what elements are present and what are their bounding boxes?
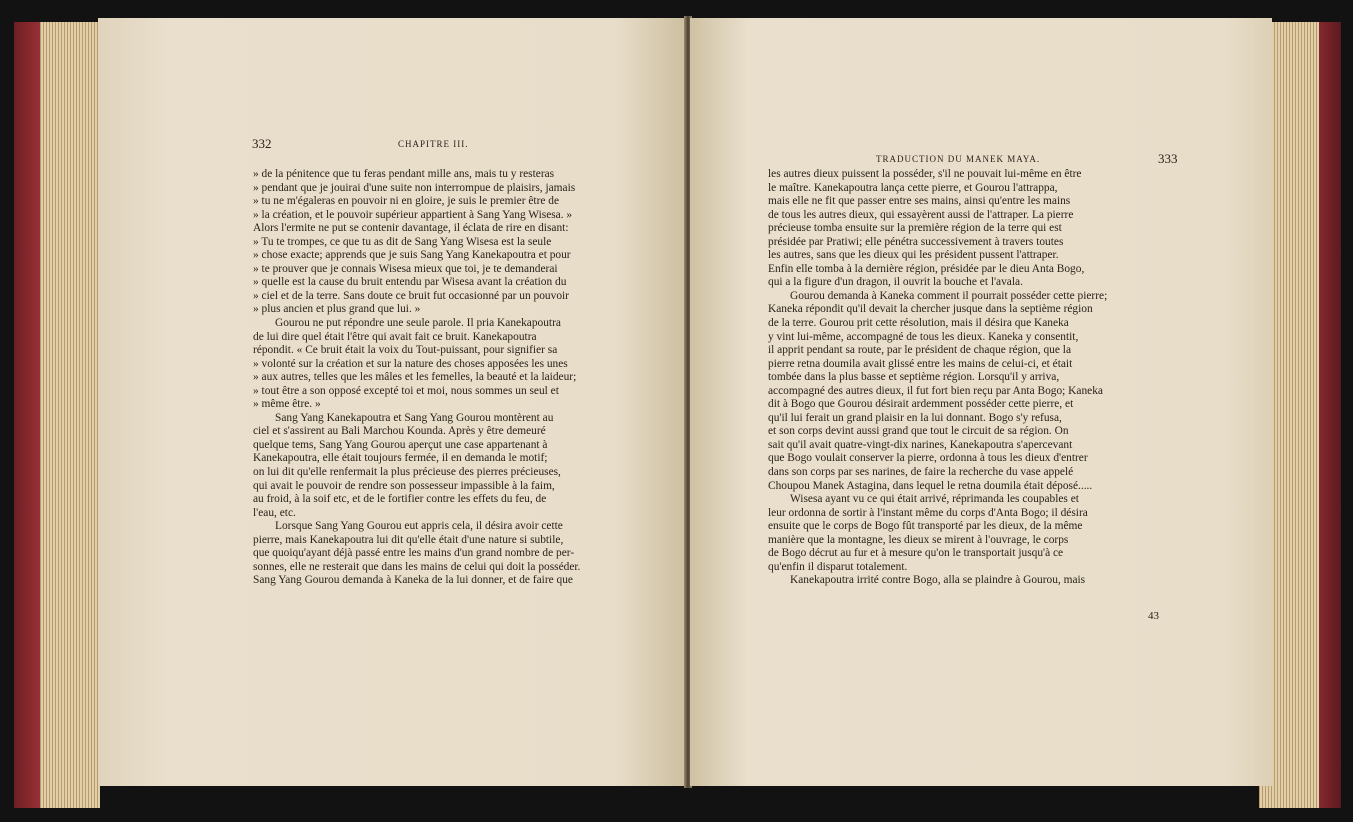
text-line: sonnes, elle ne resterait que dans les mains de celui qui doit la posséder. (253, 560, 581, 573)
text-line: » volonté sur la création et sur la nature des choses apposées les unes (253, 357, 568, 370)
text-line: que Bogo voulait conserver la pierre, ordonna à tous les dieux d'entrer (768, 452, 1088, 465)
text-line: Sang Yang Gourou demanda à Kaneka de la lui donner, et de faire que (253, 574, 573, 587)
text-line: Enfin elle tomba à la dernière région, présidée par le dieu Anta Bogo, (768, 262, 1085, 275)
body-text (768, 168, 1180, 588)
text-line: quelque tems, Sang Yang Gourou aperçut une case appartenant à (253, 438, 548, 451)
text-line: Alors l'ermite ne put se contenir davantage, il éclata de rire en disant: (253, 222, 569, 235)
page-number: 332 (252, 136, 272, 151)
page-number: 333 (1158, 151, 1178, 166)
text-line: on lui dit qu'elle renfermait la plus précieuse des pierres précieuses, (253, 466, 561, 479)
text-line: » la création, et le pouvoir supérieur appartient à Sang Yang Wisesa. » (253, 208, 573, 221)
signature-mark: 43 (1148, 610, 1159, 622)
text-line: il apprit pendant sa route, par le président de chaque région, que la (768, 344, 1072, 357)
text-line: » plus ancien et plus grand que lui. » (253, 303, 421, 316)
text-line: qui avait le pouvoir de rendre son possesseur impassible à la faim, (253, 479, 555, 492)
text-line: de tous les autres dieux, qui essayèrent aussi de l'attraper. La pierre (768, 208, 1074, 221)
text-line: » chose exacte; apprends que je suis Sang Yang Kanekapoutra et pour (253, 249, 571, 262)
text-line: » de la pénitence que tu feras pendant mille ans, mais tu y resteras (253, 168, 555, 180)
text-line: pierre, mais Kanekapoutra lui dit qu'elle était d'une nature si subtile, (253, 533, 564, 546)
text-line: tombée dans la plus basse et septième région. Lorsqu'il y arriva, (768, 371, 1060, 384)
text-line: sait qu'il avait quatre-vingt-dix narines, Kanekapoutra s'apercevant (768, 438, 1073, 451)
text-line: leur ordonna de sortir à l'instant même du corps d'Anta Bogo; il désira (768, 506, 1088, 519)
text-line: le maître. Kanekapoutra lança cette pierre, et Gourou l'attrappa, (768, 181, 1058, 194)
text-line: qu'il lui ferait un grand plaisir en la lui donnant. Bogo s'y refusa, (768, 411, 1062, 424)
text-line: Wisesa ayant vu ce qui était arrivé, réprimanda les coupables et (790, 493, 1079, 506)
text-line: Lorsque Sang Yang Gourou eut appris cela, il désira avoir cette (275, 520, 563, 533)
text-line: accompagné des autres dieux, il fut fort bien reçu par Anta Bogo; Kaneka (768, 384, 1103, 397)
text-line: que quoiqu'ayant déjà passé entre les mains d'un grand nombre de per- (253, 547, 575, 560)
text-line: » tu ne m'égaleras en pouvoir ni en gloire, je suis le premier être de (253, 195, 560, 208)
text-line: Kaneka répondit qu'il devait la chercher jusque dans la septième région (768, 303, 1093, 316)
text-line: manière que la montagne, les dieux se mirent à l'ouvrage, le corps (768, 533, 1069, 546)
text-line: » même être. » (253, 398, 321, 411)
text-line: les autres, sans que les dieux qui les président pussent l'attraper. (768, 249, 1059, 262)
text-line: qu'enfin il disparut totalement. (768, 560, 908, 573)
text-line: qui a la figure d'un dragon, il ouvrit la bouche et l'avala. (768, 276, 1023, 289)
text-line: et son corps devint aussi grand que tout le circuit de sa région. On (768, 425, 1069, 438)
text-line: y vint lui-même, accompagné de tous les dieux. Kaneka y consentit, (768, 330, 1079, 343)
text-line: » ciel et de la terre. Sans doute ce bruit fut occasionné par un pouvoir (253, 289, 569, 302)
text-line: » aux autres, telles que les mâles et les femelles, la beauté et la laideur; (253, 371, 577, 384)
left-page (98, 18, 686, 786)
text-line: pierre retna doumila avait glissé entre les mains de celui-ci, et était (768, 357, 1073, 370)
text-line: présidée par Pratiwi; elle pénétra successivement à travers toutes (768, 235, 1064, 248)
text-line: » te prouver que je connais Wisesa mieux que toi, je te demanderai (253, 262, 558, 275)
text-line: précieuse tomba ensuite sur la première région de la terre qui est (768, 222, 1062, 235)
text-line: de Bogo décrut au fur et à mesure qu'on le transportait jusqu'à ce (768, 547, 1064, 560)
text-line: dans son corps par ses narines, de faire la recherche du vase appelé (768, 466, 1074, 479)
text-line: dit à Bogo que Gourou désirait ardemment posséder cette pierre, et (768, 398, 1074, 411)
text-line: Kanekapoutra, elle était toujours fermée, il en demanda le motif; (253, 452, 548, 465)
text-line: mais elle ne fit que passer entre ses mains, ainsi qu'entre les mains (768, 195, 1071, 208)
running-head: CHAPITRE III. (398, 139, 469, 149)
text-line: Choupou Manek Astagina, dans lequel le retna doumila était déposé..... (768, 479, 1093, 492)
text-line: Sang Yang Kanekapoutra et Sang Yang Gourou montèrent au (275, 411, 554, 424)
text-line: ensuite que le corps de Bogo fût transporté par les dieux, de la même (768, 520, 1083, 533)
text-line: les autres dieux puissent la posséder, s'il ne pouvait lui-même en être (768, 168, 1082, 180)
text-line: » tout être a son opposé excepté toi et moi, nous sommes un seul et (253, 384, 559, 397)
text-line: au froid, à la soif etc, et de le fortifier contre les effets du feu, de (253, 493, 547, 506)
text-line: » quelle est la cause du bruit entendu par Wisesa avant la création du (253, 276, 567, 289)
running-head: TRADUCTION DU MANEK MAYA. (876, 154, 1041, 164)
text-line: Gourou ne put répondre une seule parole. Il pria Kanekapoutra (275, 317, 561, 330)
text-line: » Tu te trompes, ce que tu as dit de Sang Yang Wisesa est la seule (253, 235, 552, 248)
page-edges-left (40, 22, 100, 808)
text-line: ciel et s'assirent au Bali Marchou Kounda. Après y être demeuré (253, 425, 546, 438)
text-line: de lui dire quel était l'être qui avait fait ce bruit. Kanekapoutra (253, 330, 537, 343)
text-line: Gourou demanda à Kaneka comment il pourrait posséder cette pierre; (790, 289, 1108, 302)
text-line: Kanekapoutra irrité contre Bogo, alla se plaindre à Gourou, mais (790, 574, 1086, 587)
right-page (690, 18, 1272, 786)
text-line: répondit. « Ce bruit était la voix du Tout-puissant, pour signifier sa (253, 344, 558, 357)
body-text (253, 168, 661, 588)
text-line: l'eau, etc. (253, 506, 296, 519)
text-line: de la terre. Gourou prit cette résolution, mais il désira que Kaneka (768, 317, 1069, 330)
text-line: » pendant que je jouirai d'une suite non interrompue de plaisirs, jamais (253, 181, 576, 194)
